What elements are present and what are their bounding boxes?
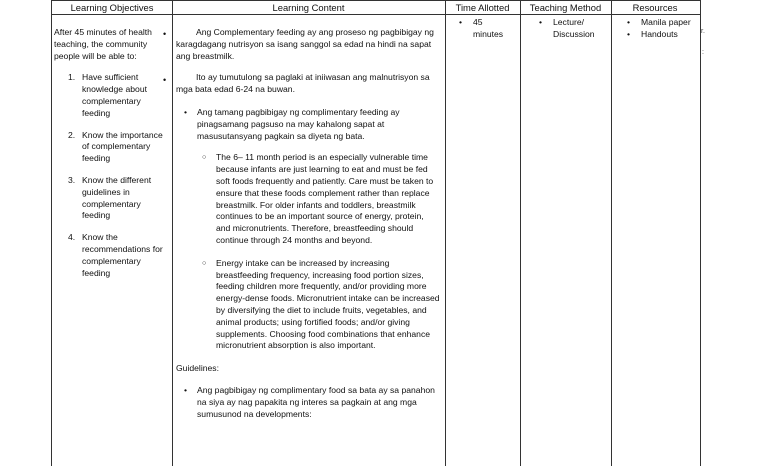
content-paragraph: Ito ay tumutulong sa paglaki at iniiwasan ang malnutrisyon sa mga bata edad 6-24 na buwan. [176,72,430,95]
time-item [459,17,514,41]
column-divider [520,0,521,466]
bullet-icon: • [627,28,631,39]
column-divider [445,0,446,466]
header-learning-objectives: Learning Objectives [70,2,154,13]
resource-item [627,17,701,29]
bullet-icon: • [184,384,188,395]
content-bullet [176,385,440,420]
resources-list [627,17,701,41]
resource-text: Manila paper [641,17,691,27]
objective-text: Know the recommendations for complementary feeding [82,232,163,278]
header-resources: Resources [632,2,678,13]
stray-mark-icon: : [702,49,704,56]
header-divider [52,14,700,15]
bullet-icon: • [627,17,631,27]
content-subbullet-text: Energy intake can be increased by increasing breastfeeding frequency, increasing food portion sizes, feeding children more frequently, and/or providing more energy-dense foods. Micronutrient intake can be increased by diversifying the diet to include fruits, vegetables, and animal products; using fortified foods; and/or giving supplements. Choosing food combinations that enhance micronutrient absorption is also important. [216,257,440,351]
header-time-allotted: Time Allotted [455,2,510,13]
content-bullet-text: Ang tamang pagbibigay ng complimentary feeding ay pinagsamang pagsuso na may kahalong sapat at masusutansyang pagkain sa diyeta ng bata. [197,106,400,141]
bullet-icon: • [184,106,188,117]
circle-bullet-icon: ○ [202,154,207,162]
method-text: Lecture/ Discussion [553,17,595,39]
content-cell [176,27,440,420]
objective-item [54,232,170,279]
content-subbullet [176,258,440,352]
content-bullet-text: Ang pagbibigay ng complimentary food sa bata ay sa panahon na siya ay nag papakita ng interes sa pagkain at ang mga sumusunod na developments: [197,384,435,419]
stray-bullet-icon: • [163,75,167,85]
objective-text: Know the importance of complementary feeding [82,129,163,164]
stray-mark-icon: r. [701,28,705,35]
objective-number: 2. [68,129,76,140]
objective-number: 4. [68,232,76,243]
content-subbullet-text: The 6– 11 month period is an especially vulnerable time because infants are just learning to eat and must be fed soft foods frequently and patiently. Care must be taken to ensure that these foods complement rather than replace breastmilk. For older infants and toddlers, breastmilk continues to be an important source of energy, protein, and micronutrients. Therefore, breastfeeding should continue through 24 months and beyond. [216,152,434,245]
header-teaching-method: Teaching Method [529,2,602,13]
header-learning-content: Learning Content [272,2,345,13]
bullet-icon: • [539,17,543,27]
objective-text: Have sufficient knowledge about complementary feeding [82,72,147,118]
content-paragraph: Ang Complementary feeding ay ang proseso ng pagbibigay ng karagdagang nutrisyon sa isang sanggol sa edad na hindi na sapat ang breastmilk. [176,27,434,61]
objective-text: Know the different guidelines in complementary feeding [82,174,152,221]
method-list [539,17,609,41]
resource-item [627,29,701,41]
objective-number: 1. [68,72,76,83]
method-item [539,17,609,41]
circle-bullet-icon: ○ [202,259,207,267]
stray-bullet-icon: • [163,29,167,39]
bullet-icon: • [459,17,463,27]
content-subbullet [176,152,440,246]
column-divider [611,0,612,466]
objective-number: 3. [68,174,76,185]
content-bullet [176,107,440,142]
column-divider [172,0,173,466]
objectives-intro: After 45 minutes of health teaching, the community people will be able to: [54,27,152,61]
objective-item [54,130,170,165]
objective-item [54,72,170,119]
objective-item [54,175,170,222]
resource-text: Handouts [641,28,678,39]
time-text: 45 minutes [473,17,504,39]
time-list [459,17,514,41]
objectives-cell [54,27,170,289]
objectives-list [54,72,170,279]
guidelines-label: Guidelines: [176,363,219,374]
